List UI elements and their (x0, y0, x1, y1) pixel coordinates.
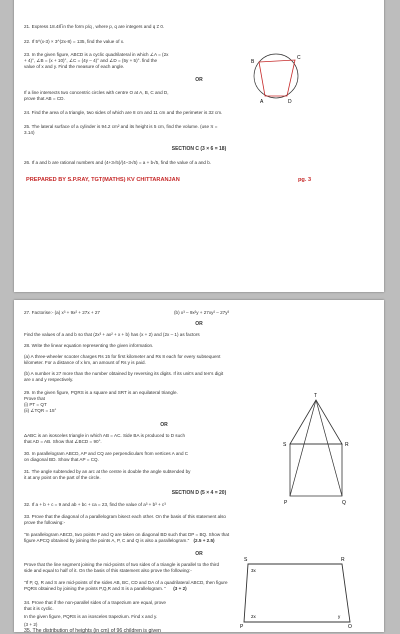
angle-y-label: y (338, 614, 341, 619)
question-25-line1: 25. The lateral surface of a cylinder is 94.2 cm² and its height is 5 cm, find the volume. (use π = (24, 124, 218, 129)
question-33-quote-text: figure APCQ obtained by joining the points A, P, C and Q is also a parallelogram." (24, 538, 190, 543)
angle-3x-label: 3x (251, 568, 256, 573)
question-23-line3: value of x and y. Find the measure of each angle. (24, 64, 125, 69)
square-triangle-figure (276, 386, 358, 510)
question-21: 21. Express 18.48̅ in the form p/q , where p, q are integers and q ≠ 0. (24, 24, 165, 29)
question-33-quote-line2 (24, 538, 215, 544)
vertex-q-label: Q (348, 624, 352, 628)
question-28: 28. Write the linear equation representing the given information. (24, 343, 154, 348)
or-label: OR (160, 422, 168, 428)
question-28a-line2: kilometer. For a distance of x km, an amount of Rs y is paid. (24, 360, 146, 365)
question-33-quote-line1: "In parallelogram ABCD, two points P and Q are taken on diagonal BD such that DP = BQ. Show that (24, 532, 230, 537)
question-22: 22. If 5^(x-3) × 3^(2x-8) = 135, find the value of x. (24, 39, 125, 44)
question-26: 26. If a and b are rational numbers and (4+3√5)/(4−3√5) = a + b√5, find the value of a and b. (24, 160, 212, 165)
vertex-d-label: D (288, 99, 292, 105)
page-number: pg. 3 (298, 177, 312, 183)
question-30-line1: 30. In parallelogram ABCD, AP and CQ are perpendiculars from vertices A and C (24, 451, 189, 456)
question-28a-line1: (a) A three-wheeler scooter charges Rs 15 for first kilometer and Rs 8 each for every subsequent (24, 354, 221, 359)
vertex-t-label: T (314, 393, 318, 399)
prepared-by: PREPARED BY S.P.RAY, TGT(MATHS) KV CHITTARANJAN (26, 177, 180, 183)
vertex-r-label: R (341, 557, 345, 563)
question-29-line2: Prove that (24, 396, 45, 401)
section-c-heading: SECTION C (3 × 6 = 18) (171, 146, 227, 152)
question-31-line2: it at any point on the part of the circle. (24, 475, 101, 480)
vertex-s-label: S (283, 442, 287, 448)
vertex-q-label: Q (342, 500, 346, 506)
question-23-line1: 23. In the given figure, ABCD is a cyclic quadrilateral in which ∠A = (2x (24, 52, 169, 57)
page-4 (14, 300, 384, 632)
question-34-marks: (3 + 2) (24, 622, 38, 627)
vertex-c-label: C (297, 55, 301, 61)
angle-2x-label: 2x (251, 614, 256, 619)
question-35-line1: 35. The distribution of heights (in cm) of 96 children is given (24, 628, 161, 634)
question-29-or-line1: ΔABC is an isosceles triangle in which AB = AC. Side BA is produced to D such (24, 433, 185, 438)
section-d-heading: SECTION D (5 × 4 = 20) (171, 490, 227, 496)
question-33-line1: 33. Prove that the diagonal of a parallelogram bisect each other. On the basis of this statement also (24, 514, 226, 519)
vertex-r-label: R (345, 442, 349, 448)
page-footer (26, 177, 372, 183)
vertex-a-label: A (260, 99, 264, 105)
question-29-line1: 29. In the given figure, PQRS is a square and SRT is an equilateral triangle. (24, 390, 178, 395)
question-33-line2: prove the following:- (24, 520, 66, 525)
question-30-line2: on diagonal BD. Show that AP = CQ. (24, 457, 99, 462)
vertex-s-label: S (244, 557, 248, 563)
question-23-or-line1: If a line intersects two concentric circles with centre O at A, B, C and D, (24, 90, 169, 95)
question-33-or-line2: side and equal to half of it. On the basis of this statement also prove the following:- (24, 568, 192, 573)
trapezium-figure (236, 546, 354, 628)
vertex-b-label: B (251, 59, 255, 65)
question-25-line2: 3.14) (24, 130, 35, 135)
question-33-or-line1: Prove that the line segment joining the mid-points of two sides of a triangle is parallel to the third (24, 562, 220, 567)
question-33-marks: (2.5 + 2.5) (193, 538, 215, 543)
or-label: OR (195, 551, 203, 557)
question-29-ii: (ii) ∠TQR = 15° (24, 408, 57, 413)
question-34-line2: that it is cyclic. (24, 606, 54, 611)
question-29-or-line2: that AD = AB. Show that ∠BCD = 90°. (24, 439, 102, 444)
question-29-i: (i) PT = QT (24, 402, 47, 407)
question-31-line1: 31. The angle subtended by an arc at the centre is double the angle subtended by (24, 469, 191, 474)
vertex-p-label: P (240, 624, 244, 628)
cyclic-quadrilateral-figure (239, 46, 314, 106)
question-33-or-quote-line1: "If P, Q, R and S are mid-points of the sides AB, BC, CD and DA of a quadrilateral ABCD, then figure (24, 580, 228, 585)
vertex-p-label: P (284, 500, 288, 506)
question-27a: 27. Factorise:- (a) x³ + 9x² + 27x + 27 (24, 310, 100, 315)
question-27b: (b) x³ – 9x²y + 27xy² – 27y³ (174, 310, 230, 315)
question-28b-line2: are x and y respectively. (24, 377, 74, 382)
or-label: OR (195, 77, 203, 83)
question-34-line1: 34. Prove that if the non-parallel sides of a trapezium are equal, prove (24, 600, 166, 605)
question-34-line3: In the given figure, PQRS is an isosceles trapezium. Find x and y. (24, 614, 158, 619)
question-33-or-quote-text: PQRS obtained by joining the points P,Q,R and S is a parallelogram. " (24, 586, 166, 591)
question-23-or-line2: prove that AB = CD. (24, 96, 65, 101)
question-33-or-marks: (3 + 2) (173, 586, 187, 591)
or-label: OR (195, 321, 203, 327)
question-24: 24. Find the area of a triangle, two sides of which are 8 cm and 11 cm and the perimeter is 32 cm. (24, 110, 223, 115)
question-27-or: Find the values of a and b so that (2x³ + ax² + x + b) has (x + 2) and (2x – 1) as factors (24, 332, 200, 337)
question-23-line2: + 4)°, ∠B = (x + 10)°, ∠C = (4y – 4)° and ∠D = (5y + 5)°. find the (24, 58, 158, 63)
page-3 (14, 0, 384, 292)
question-33-or-quote-line2 (24, 586, 187, 592)
question-32: 32. If a + b + c = 9 and ab + bc + ca = 23, find the value of a³ + b³ + c³ (24, 502, 166, 507)
question-28b-line1: (b) A number is 27 more than the number obtained by reversing its digits. If its unit's and ten's digit (24, 371, 224, 376)
